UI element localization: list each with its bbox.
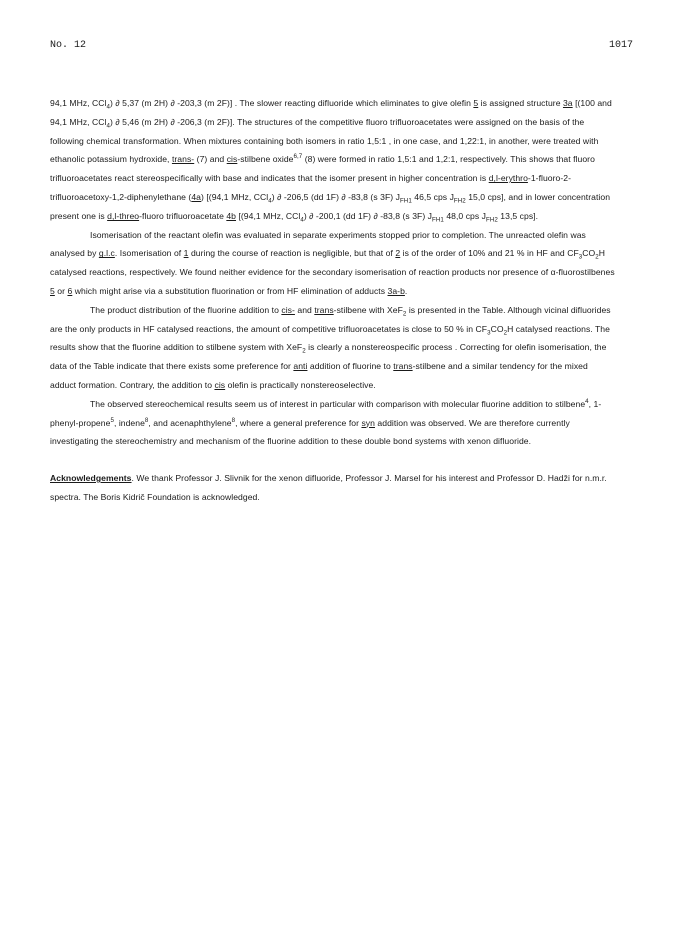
ref-compound-3a-b: 3a-b (387, 285, 405, 296)
ref-compound-6: 6 (67, 285, 73, 296)
citation-6-7: 6,7 (293, 153, 303, 161)
paragraph-stereochemical-results: The observed stereochemical results seem us of interest in particular with comparison with molecular fluorine addition to stilbene$^4$, 1-phenyl-propene$^5$, indene$^8$, and acenaphthylene$^8$, where a general preference for syn addition was observed. We are therefore currently investigating the stereochemistry and mechanism of the fluorine addition to these double bond systems with xenon difluoride. (50, 397, 602, 447)
article-body (50, 94, 616, 507)
paragraph-nmr-assignments: 94,1 MHz, CCl$_4$) ∂ 5,37 (m 2H) ∂ -203,3 (m 2F)] . The slower reacting difluoride which eliminates to give olefin 5 is assigned structure 3a [(100 and 94,1 MHz, CCl$_4$) ∂ 5,46 (m 2H) ∂ -206,3 (m 2F)]. The structures of the competitive fluoro trifluoroacetates were assigned on the basis of the following chemical transformation. When mixtures containing both isomers in ratio 1,5:1 , in one case, and 1,22:1, in another, were treated with ethanolic potassium hydroxide, trans- (7) and cis-stilbene oxide$^{6,7}$ (8) were formed in ratio 1,5:1 and 1,2:1, respectively. This shows that fluoro trifluoroacetates react stereospecifically with base and indicates that the isomer present in higher concentration is d,l-erythro-1-fluoro-2-trifluoroacetoxy-1,2-diphenylethane (4a) [(94,1 MHz, CCl$_4$) ∂ -206,5 (dd 1F) ∂ -83,8 (s 3F) $J_{FH1}$ 46,5 cps $J_{FH2}$ 15,0 cps], and in lower concentration present one is d,l-threo-fluoro trifluoroacetate 4b [(94,1 MHz, CCl$_4$) ∂ -200,1 (dd 1F) ∂ -83,8 (s 3F) $J_{FH1}$ 48,0 cps $J_{FH2}$ 13,5 cps]. (50, 98, 612, 224)
ref-compound-3a: 3a (562, 98, 573, 108)
ref-compound-2: 2 (395, 248, 401, 259)
acknowledgements: Acknowledgements. We thank Professor J. Slivnik for the xenon difluoride, Professor J. Marsel for his interest and Professor D. Hadži for n.m.r. spectra. The Boris Kidrič Foundation is acknowledged. (50, 473, 607, 502)
term-trans-3: trans (393, 361, 413, 372)
term-cis-3: cis (214, 379, 226, 390)
page-number: 1017 (608, 40, 633, 51)
term-cis: cis (226, 154, 238, 165)
citation-8b: 8 (231, 416, 236, 424)
ref-compound-4a: 4a (191, 191, 202, 202)
term-syn: syn (361, 417, 375, 428)
term-erythro: d,l-erythro (488, 173, 528, 184)
term-trans: trans- (171, 154, 195, 165)
paragraph-product-distribution: The product distribution of the fluorine addition to cis- and trans-stilbene with XeF$_2$ is presented in the Table. Although vicinal difluorides are the only products in HF catalysed reactions, the amount of competitive trifluoroacetates is close to 50 % in $CF_3CO_2H$ catalysed reactions. The results show that the fluorine addition to stilbene system with XeF$_2$ is clearly a nonstereospecific process . Correcting for olefin isomerisation, the data of the Table indicate that there exists some preference for anti addition of fluorine to trans-stilbene and a similar tendency for the mixed adduct formation. Contrary, the addition to cis olefin is practically nonstereoselective. (50, 304, 611, 390)
acknowledgements-heading: Acknowledgements (50, 473, 132, 484)
ref-compound-1: 1 (183, 248, 189, 259)
journal-issue: No. 12 (50, 40, 87, 51)
ref-compound-4b: 4b (226, 210, 237, 221)
citation-8a: 8 (144, 416, 149, 424)
citation-4: 4 (585, 397, 589, 405)
ref-compound-5b: 5 (50, 285, 55, 296)
section-gap (50, 451, 616, 469)
term-trans-2: trans (314, 304, 334, 315)
citation-5: 5 (110, 416, 114, 424)
paragraph-isomerisation: Isomerisation of the reactant olefin was evaluated in separate experiments stopped prior to completion. The unreacted olefin was analysed by g.l.c. Isomerisation of 1 during the course of reaction is negligible, but that of 2 is of the order of 10% and 21 % in HF and $CF_3CO_2H$ catalysed reactions, respectively. We found neither evidence for the secondary isomerisation of reaction products nor presence of α-fluorostilbenes 5 or 6 which might arise via a substitution fluorination or from HF elimination of adducts 3a-b. (50, 229, 615, 296)
term-cis-2: cis- (281, 304, 295, 315)
term-threo: d,l-threo (107, 210, 140, 221)
term-anti: anti (293, 361, 308, 372)
ref-compound-5: 5 (473, 98, 479, 108)
term-glc: g.l.c (98, 248, 115, 259)
